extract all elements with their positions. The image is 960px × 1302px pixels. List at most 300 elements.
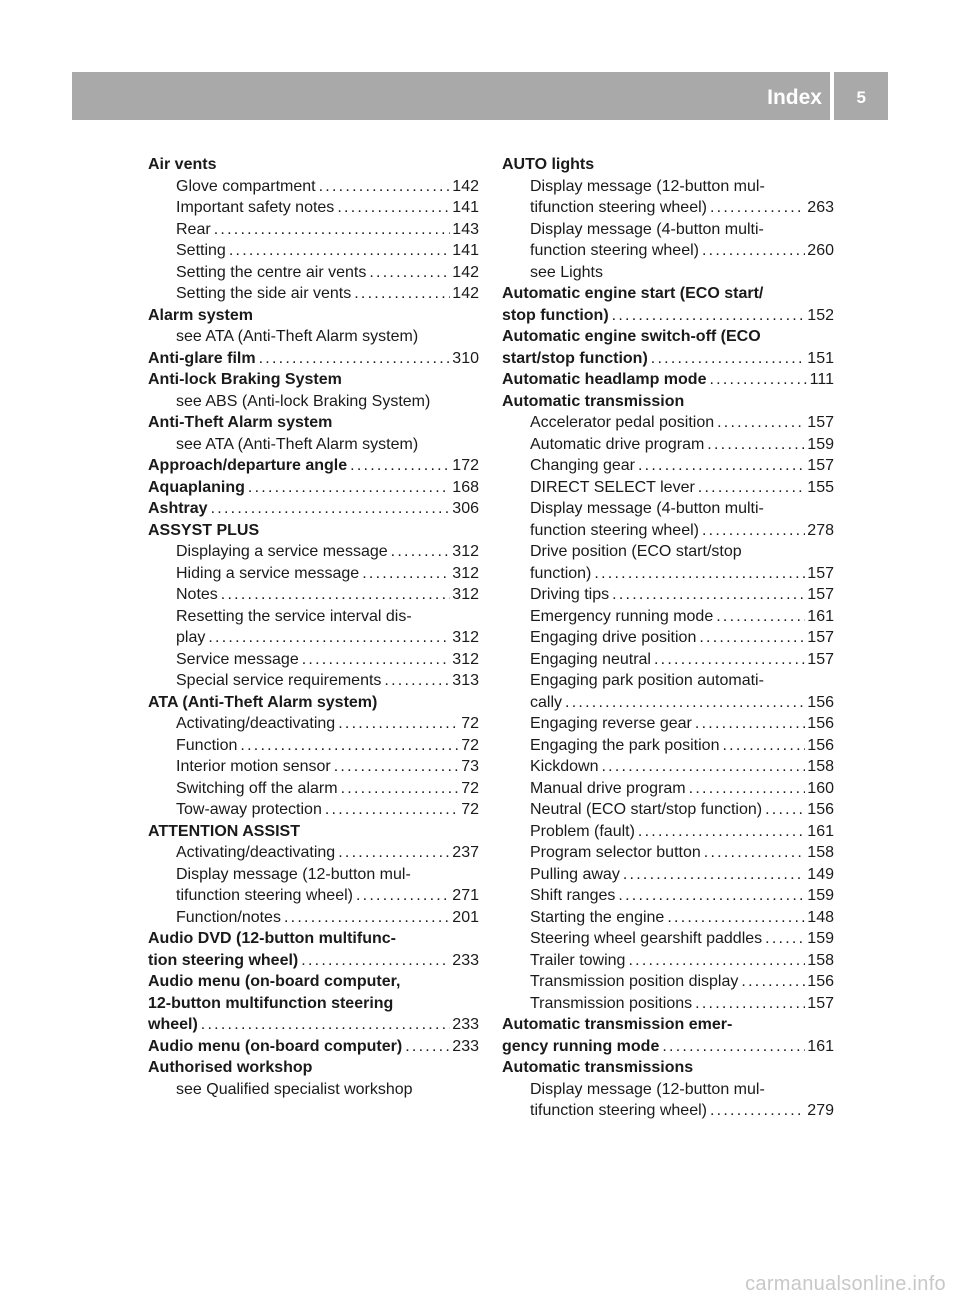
entry-text: Anti-Theft Alarm system [148, 414, 333, 431]
entry-text: Display message (12-button mul- [176, 865, 411, 883]
entry-text: Audio menu (on-board computer, [148, 973, 401, 990]
dot-leader [337, 197, 450, 219]
index-entry[interactable] [502, 971, 834, 993]
dot-leader [654, 649, 805, 671]
index-heading [502, 1057, 834, 1079]
entry-text: Driving tips [530, 586, 610, 603]
page-reference[interactable]: 279 [807, 1102, 834, 1119]
dot-leader [618, 885, 805, 907]
entry-text: Engaging the park position [530, 736, 720, 754]
page-reference[interactable]: 141 [452, 199, 479, 216]
entry-text: Function/notes [176, 908, 281, 926]
page-reference[interactable]: 201 [452, 908, 479, 926]
dot-leader [695, 993, 805, 1015]
dot-leader [709, 369, 807, 391]
page-reference[interactable]: 160 [807, 779, 834, 797]
dot-leader [369, 262, 450, 284]
index-entry [502, 670, 834, 692]
entry-text: Display message (4-button multi- [530, 500, 764, 517]
index-entry[interactable] [148, 799, 479, 821]
page-reference[interactable]: 161 [807, 607, 834, 625]
index-heading [148, 520, 479, 542]
entry-text: Transmission position display [530, 973, 739, 990]
index-heading [502, 154, 834, 176]
index-entry[interactable] [502, 692, 834, 714]
page-reference[interactable]: 233 [452, 1037, 479, 1055]
entry-text: Activating/deactivating [176, 715, 336, 732]
entry-text: Emergency running mode [530, 607, 714, 625]
page-reference[interactable]: 312 [452, 543, 479, 560]
dot-leader [350, 455, 450, 477]
entry-text: Notes [176, 586, 218, 603]
index-heading [148, 154, 479, 176]
index-heading [502, 391, 834, 413]
entry-text: Anti-glare film [148, 349, 256, 367]
page-reference[interactable]: 142 [452, 285, 479, 302]
index-heading[interactable] [148, 950, 479, 972]
entry-text: see ATA (Anti-Theft Alarm system) [176, 328, 419, 345]
dot-leader [765, 928, 805, 950]
index-entry[interactable] [502, 885, 834, 907]
entry-text: see Qualified specialist workshop [176, 1080, 413, 1098]
dot-leader [612, 305, 806, 327]
page-reference[interactable]: 233 [452, 1016, 479, 1033]
index-entry[interactable] [148, 283, 479, 305]
index-heading[interactable] [148, 455, 479, 477]
dot-leader [302, 649, 451, 671]
entry-text: Setting [176, 242, 226, 259]
dot-leader [338, 842, 450, 864]
page-reference[interactable]: 148 [807, 908, 834, 926]
index-entry[interactable] [502, 1100, 834, 1122]
entry-text: Function [176, 736, 238, 754]
page-reference[interactable]: 157 [807, 414, 834, 431]
dot-leader [338, 713, 459, 735]
index-entry[interactable] [148, 907, 479, 929]
dot-leader [211, 498, 451, 520]
entry-text: wheel) [148, 1016, 198, 1033]
page-reference[interactable]: 72 [461, 779, 479, 797]
page-reference[interactable]: 156 [807, 973, 834, 990]
index-entry[interactable] [148, 756, 479, 778]
page-reference[interactable]: 161 [807, 1037, 834, 1055]
entry-text: Transmission positions [530, 994, 693, 1012]
dot-leader [214, 219, 451, 241]
entry-text: Automatic transmission emer- [502, 1016, 733, 1033]
index-entry[interactable] [502, 455, 834, 477]
entry-text: Automatic drive program [530, 435, 705, 453]
entry-text: Air vents [148, 156, 217, 173]
dot-leader [354, 283, 450, 305]
dot-leader [638, 455, 805, 477]
page-reference[interactable]: 157 [807, 650, 834, 668]
dot-leader [716, 606, 805, 628]
index-heading[interactable] [148, 1014, 479, 1036]
watermark: carmanualsonline.info [745, 1273, 946, 1295]
index-entry[interactable] [502, 864, 834, 886]
index-entry[interactable] [148, 778, 479, 800]
index-heading[interactable] [148, 498, 479, 520]
index-entry[interactable] [502, 735, 834, 757]
entry-text: tion steering wheel) [148, 951, 299, 969]
page-reference[interactable]: 168 [452, 478, 479, 496]
page-reference[interactable]: 158 [807, 844, 834, 861]
dot-leader [623, 864, 805, 886]
entry-text: ATTENTION ASSIST [148, 822, 300, 840]
entry-text: Displaying a service message [176, 543, 388, 560]
dot-leader [741, 971, 805, 993]
dot-leader [699, 627, 805, 649]
index-entry[interactable] [148, 240, 479, 262]
index-entry[interactable] [148, 219, 479, 241]
entry-text: tifunction steering wheel) [530, 1102, 707, 1119]
entry-text: 12-button multifunction steering [148, 994, 394, 1012]
entry-text: Display message (12-button mul- [530, 177, 765, 195]
index-entry[interactable] [502, 240, 834, 262]
entry-text: Hiding a service message [176, 564, 360, 582]
entry-text: Program selector button [530, 844, 701, 861]
entry-text: Important safety notes [176, 199, 335, 216]
dot-leader [628, 950, 805, 972]
index-column-left [148, 154, 479, 1100]
entry-text: Display message (4-button multi- [530, 220, 764, 238]
page-reference[interactable]: 157 [807, 586, 834, 603]
page-reference[interactable]: 156 [807, 715, 834, 732]
index-heading[interactable] [502, 348, 834, 370]
entry-text: Aquaplaning [148, 478, 245, 496]
index-heading [148, 305, 479, 327]
page-reference[interactable]: 142 [452, 177, 479, 195]
index-heading[interactable] [502, 369, 834, 391]
entry-text: Audio DVD (12-button multifunc- [148, 930, 396, 947]
page-reference[interactable]: 157 [807, 629, 834, 646]
page-reference[interactable]: 159 [807, 930, 834, 947]
page-reference[interactable]: 72 [461, 736, 479, 754]
entry-text: Interior motion sensor [176, 758, 331, 775]
dot-leader [248, 477, 450, 499]
dot-leader [601, 756, 805, 778]
index-heading [148, 692, 479, 714]
index-entry[interactable] [502, 477, 834, 499]
page-reference[interactable]: 237 [452, 844, 479, 861]
entry-text: Steering wheel gearshift paddles [530, 930, 763, 947]
entry-text: Tow-away protection [176, 801, 322, 818]
entry-text: Audio menu (on-board computer) [148, 1037, 403, 1055]
page-reference[interactable]: 271 [452, 887, 479, 904]
page-reference[interactable]: 72 [461, 715, 479, 732]
index-entry [148, 326, 479, 348]
index-heading[interactable] [148, 477, 479, 499]
entry-text: Automatic transmission [502, 392, 685, 410]
page-reference[interactable]: 157 [807, 994, 834, 1012]
entry-text: stop function) [502, 306, 609, 324]
index-entry[interactable] [148, 649, 479, 671]
entry-text: tifunction steering wheel) [176, 887, 353, 904]
dot-leader [362, 563, 450, 585]
index-heading [148, 369, 479, 391]
entry-text: Engaging park position automati- [530, 672, 764, 689]
page-reference[interactable]: 156 [807, 801, 834, 818]
entry-text: Glove compartment [176, 177, 316, 195]
page-reference[interactable]: 233 [452, 951, 479, 969]
index-entry [502, 541, 834, 563]
index-column-right [502, 154, 834, 1122]
page-reference[interactable]: 172 [452, 457, 479, 474]
page-number: 5 [856, 88, 866, 107]
dot-leader [662, 1036, 805, 1058]
dot-leader [698, 477, 806, 499]
entry-text: Display message (12-button mul- [530, 1080, 765, 1098]
entry-text: Trailer towing [530, 951, 626, 969]
index-entry[interactable] [502, 412, 834, 434]
page-reference[interactable]: 158 [807, 951, 834, 969]
index-entry [502, 498, 834, 520]
entry-text: DIRECT SELECT lever [530, 478, 695, 496]
index-entry[interactable] [502, 821, 834, 843]
page-reference[interactable]: 312 [452, 650, 479, 668]
index-entry [148, 1079, 479, 1101]
dot-leader [710, 1100, 805, 1122]
dot-leader [565, 692, 805, 714]
index-entry[interactable] [148, 735, 479, 757]
index-entry[interactable] [502, 563, 834, 585]
entry-text: Rear [176, 220, 211, 238]
index-entry [148, 606, 479, 628]
dot-leader [695, 713, 805, 735]
entry-text: Problem (fault) [530, 822, 635, 840]
index-entry[interactable] [502, 928, 834, 950]
entry-text: Ashtray [148, 500, 208, 517]
entry-text: Resetting the service interval dis- [176, 607, 412, 625]
page-reference[interactable]: 156 [807, 736, 834, 754]
page-reference[interactable]: 158 [807, 758, 834, 775]
page-reference[interactable]: 111 [809, 371, 834, 388]
index-entry[interactable] [148, 197, 479, 219]
entry-text: Shift ranges [530, 887, 616, 904]
index-entry [148, 391, 479, 413]
page-reference[interactable]: 142 [452, 263, 479, 281]
index-entry[interactable] [502, 606, 834, 628]
page-reference[interactable]: 141 [452, 242, 479, 259]
dot-leader [722, 735, 805, 757]
index-heading [148, 928, 479, 950]
entry-text: Kickdown [530, 758, 599, 775]
dot-leader [702, 520, 805, 542]
index-heading [148, 1057, 479, 1079]
page-reference[interactable]: 306 [452, 500, 479, 517]
entry-text: Neutral (ECO start/stop function) [530, 801, 763, 818]
entry-text: play [176, 629, 206, 646]
index-entry[interactable] [148, 627, 479, 649]
dot-leader [707, 434, 805, 456]
index-entry [502, 219, 834, 241]
page-reference[interactable]: 278 [807, 521, 834, 539]
page-reference[interactable]: 161 [807, 822, 834, 840]
dot-leader [334, 756, 459, 778]
entry-text: Accelerator pedal position [530, 414, 715, 431]
index-entry[interactable] [502, 799, 834, 821]
page-reference[interactable]: 312 [452, 564, 479, 582]
dot-leader [391, 541, 451, 563]
dot-leader [319, 176, 451, 198]
index-entry[interactable] [148, 842, 479, 864]
index-entry[interactable] [148, 670, 479, 692]
entry-text: see Lights [530, 263, 603, 281]
page-reference[interactable]: 143 [452, 220, 479, 238]
index-entry[interactable] [148, 541, 479, 563]
index-entry[interactable] [502, 713, 834, 735]
dot-leader [201, 1014, 451, 1036]
index-entry [502, 1079, 834, 1101]
header-bar [72, 72, 888, 120]
dot-leader [405, 1036, 450, 1058]
index-entry[interactable] [148, 713, 479, 735]
index-entry[interactable] [148, 885, 479, 907]
entry-text: Activating/deactivating [176, 844, 336, 861]
page-reference[interactable]: 149 [807, 865, 834, 883]
entry-text: Alarm system [148, 306, 253, 324]
index-entry[interactable] [148, 176, 479, 198]
dot-leader [356, 885, 450, 907]
index-heading [148, 821, 479, 843]
dot-leader [221, 584, 451, 606]
entry-text: see ABS (Anti-lock Braking System) [176, 392, 431, 410]
index-entry[interactable] [502, 778, 834, 800]
entry-text: AUTO lights [502, 156, 595, 173]
index-entry[interactable] [502, 649, 834, 671]
entry-text: gency running mode [502, 1037, 660, 1055]
index-entry[interactable] [502, 907, 834, 929]
page-reference[interactable]: 73 [461, 758, 479, 775]
index-heading[interactable] [148, 1036, 479, 1058]
entry-text: see ATA (Anti-Theft Alarm system) [176, 435, 419, 453]
dot-leader [689, 778, 806, 800]
dot-leader [765, 799, 805, 821]
entry-text: Authorised workshop [148, 1059, 313, 1076]
entry-text: Automatic transmissions [502, 1059, 694, 1076]
entry-text: Automatic engine switch-off (ECO [502, 328, 761, 345]
entry-text: Manual drive program [530, 779, 686, 797]
page-reference[interactable]: 312 [452, 629, 479, 646]
entry-text: function steering wheel) [530, 242, 699, 259]
dot-leader [301, 950, 450, 972]
dot-leader [325, 799, 459, 821]
index-entry[interactable] [502, 434, 834, 456]
entry-text: Pulling away [530, 865, 620, 883]
entry-text: ATA (Anti-Theft Alarm system) [148, 693, 378, 711]
entry-text: function) [530, 564, 592, 582]
page-reference[interactable]: 159 [807, 887, 834, 904]
entry-text: Drive position (ECO start/stop [530, 543, 742, 560]
entry-text: Anti-lock Braking System [148, 371, 342, 388]
entry-text: Setting the side air vents [176, 285, 352, 302]
entry-text: start/stop function) [502, 349, 648, 367]
section-title: Index [767, 86, 822, 109]
dot-leader [284, 907, 450, 929]
entry-text: Switching off the alarm [176, 779, 338, 797]
index-entry[interactable] [502, 950, 834, 972]
dot-leader [704, 842, 806, 864]
dot-leader [702, 240, 805, 262]
index-entry [148, 864, 479, 886]
dot-leader [240, 735, 459, 757]
index-heading[interactable] [502, 1036, 834, 1058]
index-entry[interactable] [502, 842, 834, 864]
entry-text: function steering wheel) [530, 521, 699, 539]
index-heading [502, 283, 834, 305]
index-entry[interactable] [502, 520, 834, 542]
index-entry [502, 176, 834, 198]
index-entry [502, 262, 834, 284]
entry-text: tifunction steering wheel) [530, 199, 707, 216]
entry-text: Approach/departure angle [148, 457, 348, 474]
page-reference[interactable]: 156 [807, 693, 834, 711]
entry-text: Special service requirements [176, 672, 382, 689]
index-entry[interactable] [148, 563, 479, 585]
index-heading [148, 971, 479, 993]
page-reference[interactable]: 72 [461, 801, 479, 818]
entry-text: Engaging reverse gear [530, 715, 692, 732]
dot-leader [710, 197, 805, 219]
entry-text: Engaging neutral [530, 650, 651, 668]
entry-text: Engaging drive position [530, 629, 697, 646]
dot-leader [717, 412, 805, 434]
index-entry[interactable] [502, 756, 834, 778]
page-reference[interactable]: 263 [807, 199, 834, 216]
page-reference[interactable]: 260 [807, 242, 834, 259]
dot-leader [229, 240, 450, 262]
index-heading [502, 326, 834, 348]
page-reference[interactable]: 159 [807, 435, 834, 453]
index-entry[interactable] [502, 993, 834, 1015]
dot-leader [594, 563, 805, 585]
index-heading [502, 1014, 834, 1036]
page-reference[interactable]: 155 [807, 478, 834, 496]
dot-leader [667, 907, 805, 929]
index-entry[interactable] [502, 584, 834, 606]
dot-leader [384, 670, 450, 692]
header-divider [830, 72, 834, 120]
page-reference[interactable]: 312 [452, 586, 479, 603]
page-reference[interactable]: 313 [452, 672, 479, 689]
entry-text: Setting the centre air vents [176, 263, 367, 281]
page-reference[interactable]: 310 [452, 349, 479, 367]
index-heading[interactable] [148, 348, 479, 370]
entry-text: Starting the engine [530, 908, 665, 926]
dot-leader [341, 778, 460, 800]
index-heading [148, 412, 479, 434]
index-entry[interactable] [148, 584, 479, 606]
index-entry[interactable] [502, 627, 834, 649]
dot-leader [651, 348, 806, 370]
index-entry[interactable] [502, 197, 834, 219]
page-reference[interactable]: 152 [807, 306, 834, 324]
page-reference[interactable]: 157 [807, 457, 834, 474]
index-heading [148, 993, 479, 1015]
page-reference[interactable]: 151 [807, 349, 834, 367]
entry-text: Automatic engine start (ECO start/ [502, 285, 764, 302]
dot-leader [259, 348, 451, 370]
dot-leader [208, 627, 450, 649]
index-entry[interactable] [148, 262, 479, 284]
page-reference[interactable]: 157 [807, 564, 834, 582]
entry-text: Automatic headlamp mode [502, 371, 707, 388]
entry-text: Service message [176, 650, 299, 668]
entry-text: ASSYST PLUS [148, 521, 260, 539]
entry-text: cally [530, 693, 563, 711]
index-heading[interactable] [502, 305, 834, 327]
entry-text: Changing gear [530, 457, 635, 474]
